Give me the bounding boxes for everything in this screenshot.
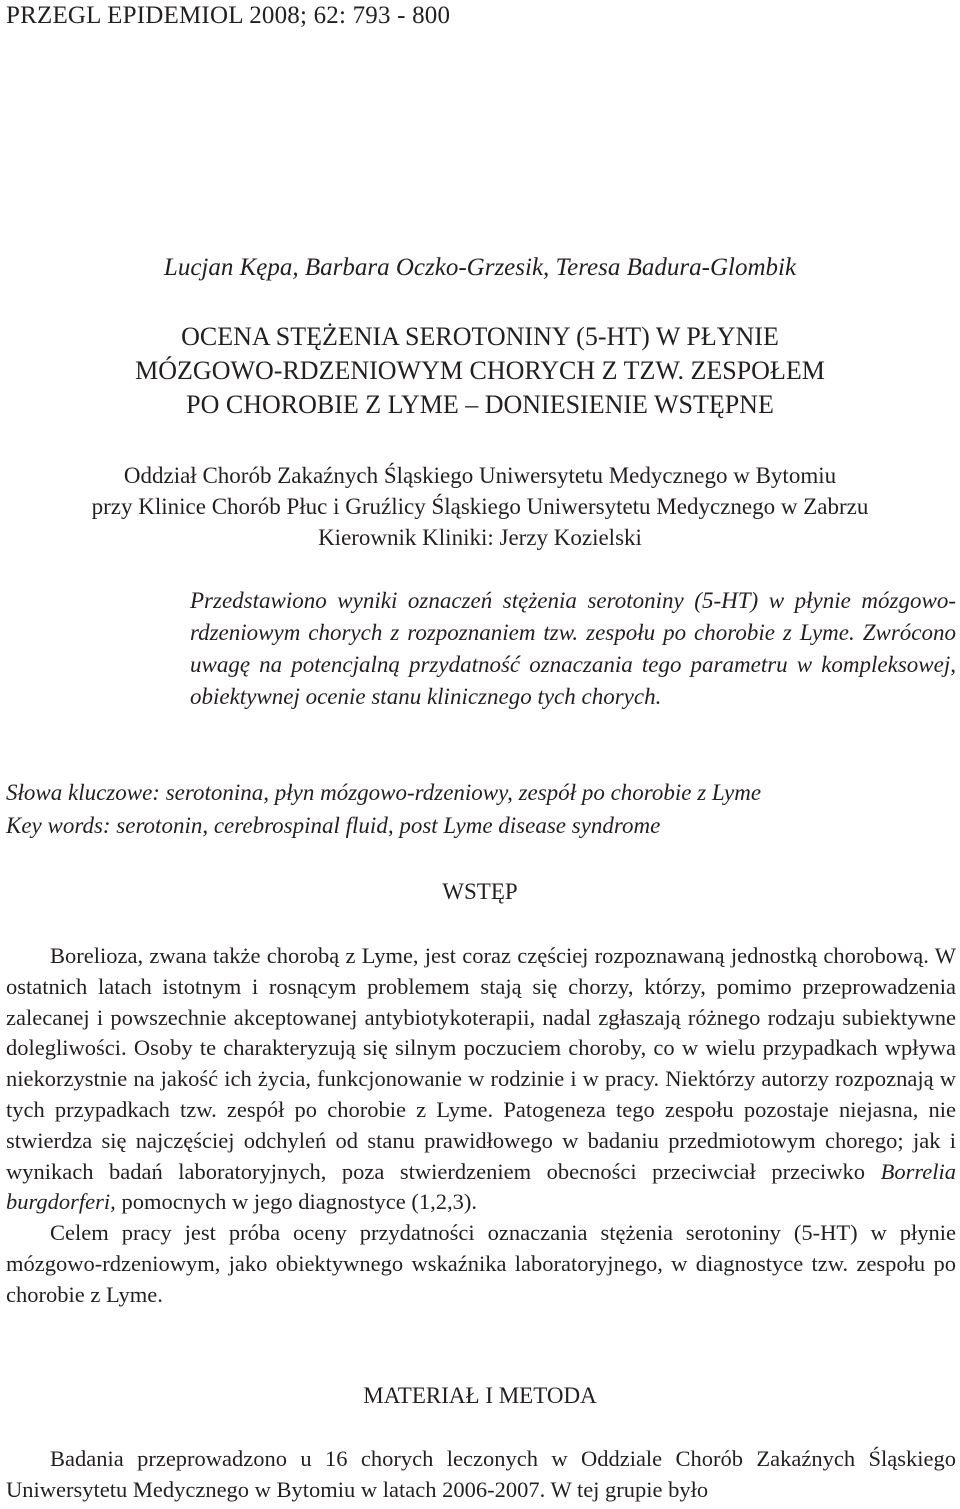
author-list: Lucjan Kępa, Barbara Oczko-Grzesik, Teresa Badura-Glombik bbox=[163, 254, 797, 281]
article-title bbox=[0, 320, 960, 422]
journal-header: PRZEGL EPIDEMIOL 2008; 62: 793 - 800 bbox=[6, 2, 451, 29]
paragraph: Badania przeprowadzono u 16 chorych leczonych w Oddziale Chorób Zakaźnych Śląskiego Uniwersytetu Medycznego w Bytomiu w latach 2006-2007. W tej grupie było bbox=[6, 1446, 956, 1502]
keywords bbox=[6, 776, 956, 842]
keywords-polish: Słowa kluczowe: serotonina, płyn mózgowo-rdzeniowy, zespół po chorobie z Lyme bbox=[6, 780, 762, 805]
title-line: OCENA STĘŻENIA SEROTONINY (5-HT) W PŁYNIE bbox=[181, 322, 779, 351]
abstract: Przedstawiono wyniki oznaczeń stężenia serotoniny (5-HT) w płynie mózgowo-rdzeniowym chorych z rozpoznaniem tzw. zespołu po chorobie z Lyme. Zwrócono uwagę na potencjalną przydatność oznaczania tego parametru w kompleksowej, obiektywnej ocenie stanu klinicznego tych chorych. bbox=[190, 588, 956, 709]
paragraph-text: Borelioza, zwana także chorobą z Lyme, jest coraz częściej rozpoznawaną jednostką chorobową. W ostatnich latach istotnym i rosnącym problemem stają się chorzy, którzy, pomimo przeprowadzenia zalecanej i powszechnie akceptowanej antybiotykoterapii, nadal zgłaszają różnego rodzaju subiektywne dolegliwości. Osoby te charakteryzują się silnym poczuciem choroby, co w wielu przypadkach wpływa niekorzystnie na jakość ich życia, funkcjonowanie w rodzinie i w pracy. Niektórzy autorzy rozpoznają w tych przypadkach tzw. zespół po chorobie z Lyme. Patogeneza tego zespołu pozostaje niejasna, nie stwierdza się najczęściej odchyleń od stanu prawidłowego w badaniu przedmiotowym chorego; jak i wynikach badań laboratoryjnych, poza stwierdzeniem obecności przeciwciał przeciwko bbox=[6, 943, 956, 1184]
section-heading-intro: WSTĘP bbox=[442, 879, 518, 904]
affiliation bbox=[0, 460, 960, 553]
affiliation-line: przy Klinice Chorób Płuc i Gruźlicy Śląskiego Uniwersytetu Medycznego w Zabrzu bbox=[91, 494, 869, 519]
affiliation-line: Kierownik Kliniki: Jerzy Kozielski bbox=[318, 525, 642, 550]
title-line: PO CHOROBIE Z LYME – DONIESIENIE WSTĘPNE bbox=[186, 390, 774, 419]
paragraph-text: pomocnych w jego diagnostyce (1,2,3). bbox=[115, 1189, 477, 1215]
keywords-english: Key words: serotonin, cerebrospinal fluid, post Lyme disease syndrome bbox=[6, 813, 661, 838]
affiliation-line: Oddział Chorób Zakaźnych Śląskiego Uniwersytetu Medycznego w Bytomiu bbox=[123, 463, 837, 488]
methods-section-body bbox=[6, 1444, 956, 1506]
species-name: Borrelia burgdorferi, bbox=[6, 1158, 957, 1215]
paragraph bbox=[6, 941, 956, 1218]
title-line: MÓZGOWO-RDZENIOWYM CHORYCH Z TZW. ZESPOŁEM bbox=[135, 356, 825, 385]
section-heading-methods: MATERIAŁ I METODA bbox=[363, 1383, 597, 1408]
paragraph: Celem pracy jest próba oceny przydatności oznaczania stężenia serotoniny (5-HT) w płynie mózgowo-rdzeniowym, jako obiektywnego wskaźnika laboratoryjnego, w diagnostyce tzw. zespołu po chorobie z Lyme. bbox=[6, 1220, 956, 1307]
intro-section-body bbox=[6, 941, 956, 1311]
